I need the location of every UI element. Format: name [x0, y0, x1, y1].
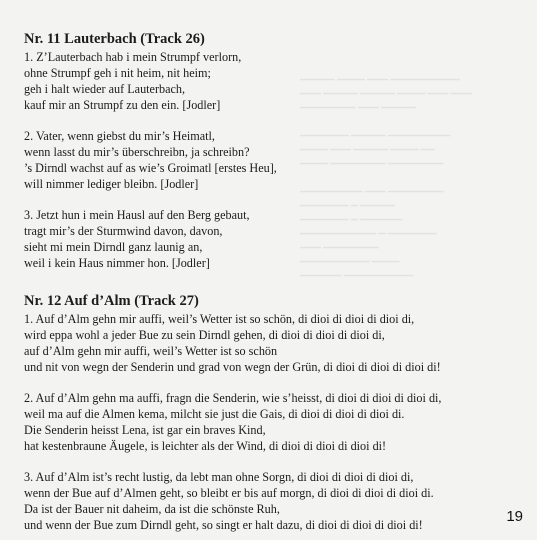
- verse-line: ohne Strumpf geh i nit heim, nit heim;: [24, 66, 211, 80]
- show-through-text: ▁▁▁▁▁ ▁▁▁▁ ▁▁▁ ▁▁▁▁▁▁▁▁▁▁ ▁▁▁ ▁▁▁▁▁ ▁▁▁▁▁ ▁▁▁▁ ▁▁▁ ▁▁▁ ▁▁▁▁▁▁▁▁ ▁▁▁ ▁▁▁▁▁ ▁▁▁▁▁▁▁ ▁▁▁▁▁ ▁▁▁▁▁▁▁▁▁ ▁▁▁▁ ▁▁▁ ▁▁▁▁▁ ▁▁▁▁ ▁▁ ▁▁▁▁ ▁▁▁▁▁▁▁▁ ▁▁▁▁▁▁▁▁ ▁▁▁▁▁▁▁▁▁ ▁▁▁ ▁▁▁▁▁▁▁▁ ▁▁▁▁▁▁▁ ▁ ▁▁▁▁▁ ▁▁▁▁▁▁▁ ▁ ▁▁▁▁▁▁ ▁▁▁▁▁▁▁▁▁▁▁ ▁ ▁▁▁▁▁▁▁ ▁▁▁ ▁▁▁▁▁▁▁▁ ▁▁▁▁▁▁▁▁▁▁ ▁▁▁▁ ▁▁▁▁▁▁ ▁▁▁▁▁▁▁▁▁▁: [300, 70, 472, 276]
- verse-line: ’s Dirndl wachst auf as wie’s Groimatl [erstes Heu],: [24, 161, 277, 175]
- verse-3: [24, 207, 524, 271]
- verse-line: Da ist der Bauer nit daheim, da ist die schönste Ruh,: [24, 502, 280, 516]
- verse-line: 1. Z’Lauterbach hab i mein Strumpf verlorn,: [24, 50, 242, 64]
- verse-1: [24, 49, 524, 113]
- verse-line: 2. Vater, wenn giebst du mir’s Heimatl,: [24, 129, 215, 143]
- verse-line: weil ma auf die Almen kema, milcht sie just die Gais, di dioi di dioi di dioi di.: [24, 407, 405, 421]
- verse-line: 3. Jetzt hun i mein Hausl auf den Berg gebaut,: [24, 208, 250, 222]
- verse-line: wenn der Bue auf d’Almen geht, so bleibt er bis auf morgn, di dioi di dioi di dioi di.: [24, 486, 434, 500]
- verse-line: Die Senderin heisst Lena, ist gar ein braves Kind,: [24, 423, 266, 437]
- lyrics-page: [24, 31, 524, 533]
- verse-line: wenn lasst du mir’s überschreibn, ja schreibn?: [24, 145, 250, 159]
- verse-3: [24, 469, 524, 533]
- verse-line: sieht mi mein Dirndl ganz launig an,: [24, 240, 203, 254]
- verse-line: und nit von wegn der Senderin und grad von wegn der Grün, di dioi di dioi di dioi di!: [24, 360, 441, 374]
- verse-line: und wenn der Bue zum Dirndl geht, so singt er halt dazu, di dioi di dioi di dioi di!: [24, 518, 423, 532]
- verse-line: hat kestenbraune Äugele, is leichter als der Wind, di dioi di dioi di dioi di!: [24, 439, 387, 453]
- verse-line: 2. Auf d’Alm gehn ma auffi, fragn die Senderin, wie s’heisst, di dioi di dioi di dioi di,: [24, 391, 442, 405]
- verse-line: wird eppa wohl a jeder Bue zu sein Dirndl gehen, di dioi di dioi di dioi di,: [24, 328, 385, 342]
- verse-line: will nimmer lediger bleibn. [Jodler]: [24, 177, 199, 191]
- verse-1: [24, 311, 524, 375]
- verse-line: geh i halt wieder auf Lauterbach,: [24, 82, 186, 96]
- page-number: 19: [506, 508, 523, 525]
- verse-line: auf d’Alm gehn mir auffi, weil’s Wetter ist so schön: [24, 344, 278, 358]
- verse-line: tragt mir’s der Sturmwind davon, davon,: [24, 224, 223, 238]
- song-auf-d-alm: [24, 293, 524, 533]
- song-title: Nr. 12 Auf d’Alm (Track 27): [24, 293, 199, 309]
- song-lauterbach: [24, 31, 524, 271]
- verse-line: 1. Auf d’Alm gehn mir auffi, weil’s Wetter ist so schön, di dioi di dioi di dioi di,: [24, 312, 415, 326]
- verse-line: kauf mir an Strumpf zu den ein. [Jodler]: [24, 98, 221, 112]
- verse-2: [24, 128, 524, 192]
- verse-line: 3. Auf d’Alm ist’s recht lustig, da lebt man ohne Sorgn, di dioi di dioi di dioi di,: [24, 470, 414, 484]
- verse-line: weil i kein Haus nimmer hon. [Jodler]: [24, 256, 210, 270]
- song-title: Nr. 11 Lauterbach (Track 26): [24, 31, 205, 47]
- verse-2: [24, 390, 524, 454]
